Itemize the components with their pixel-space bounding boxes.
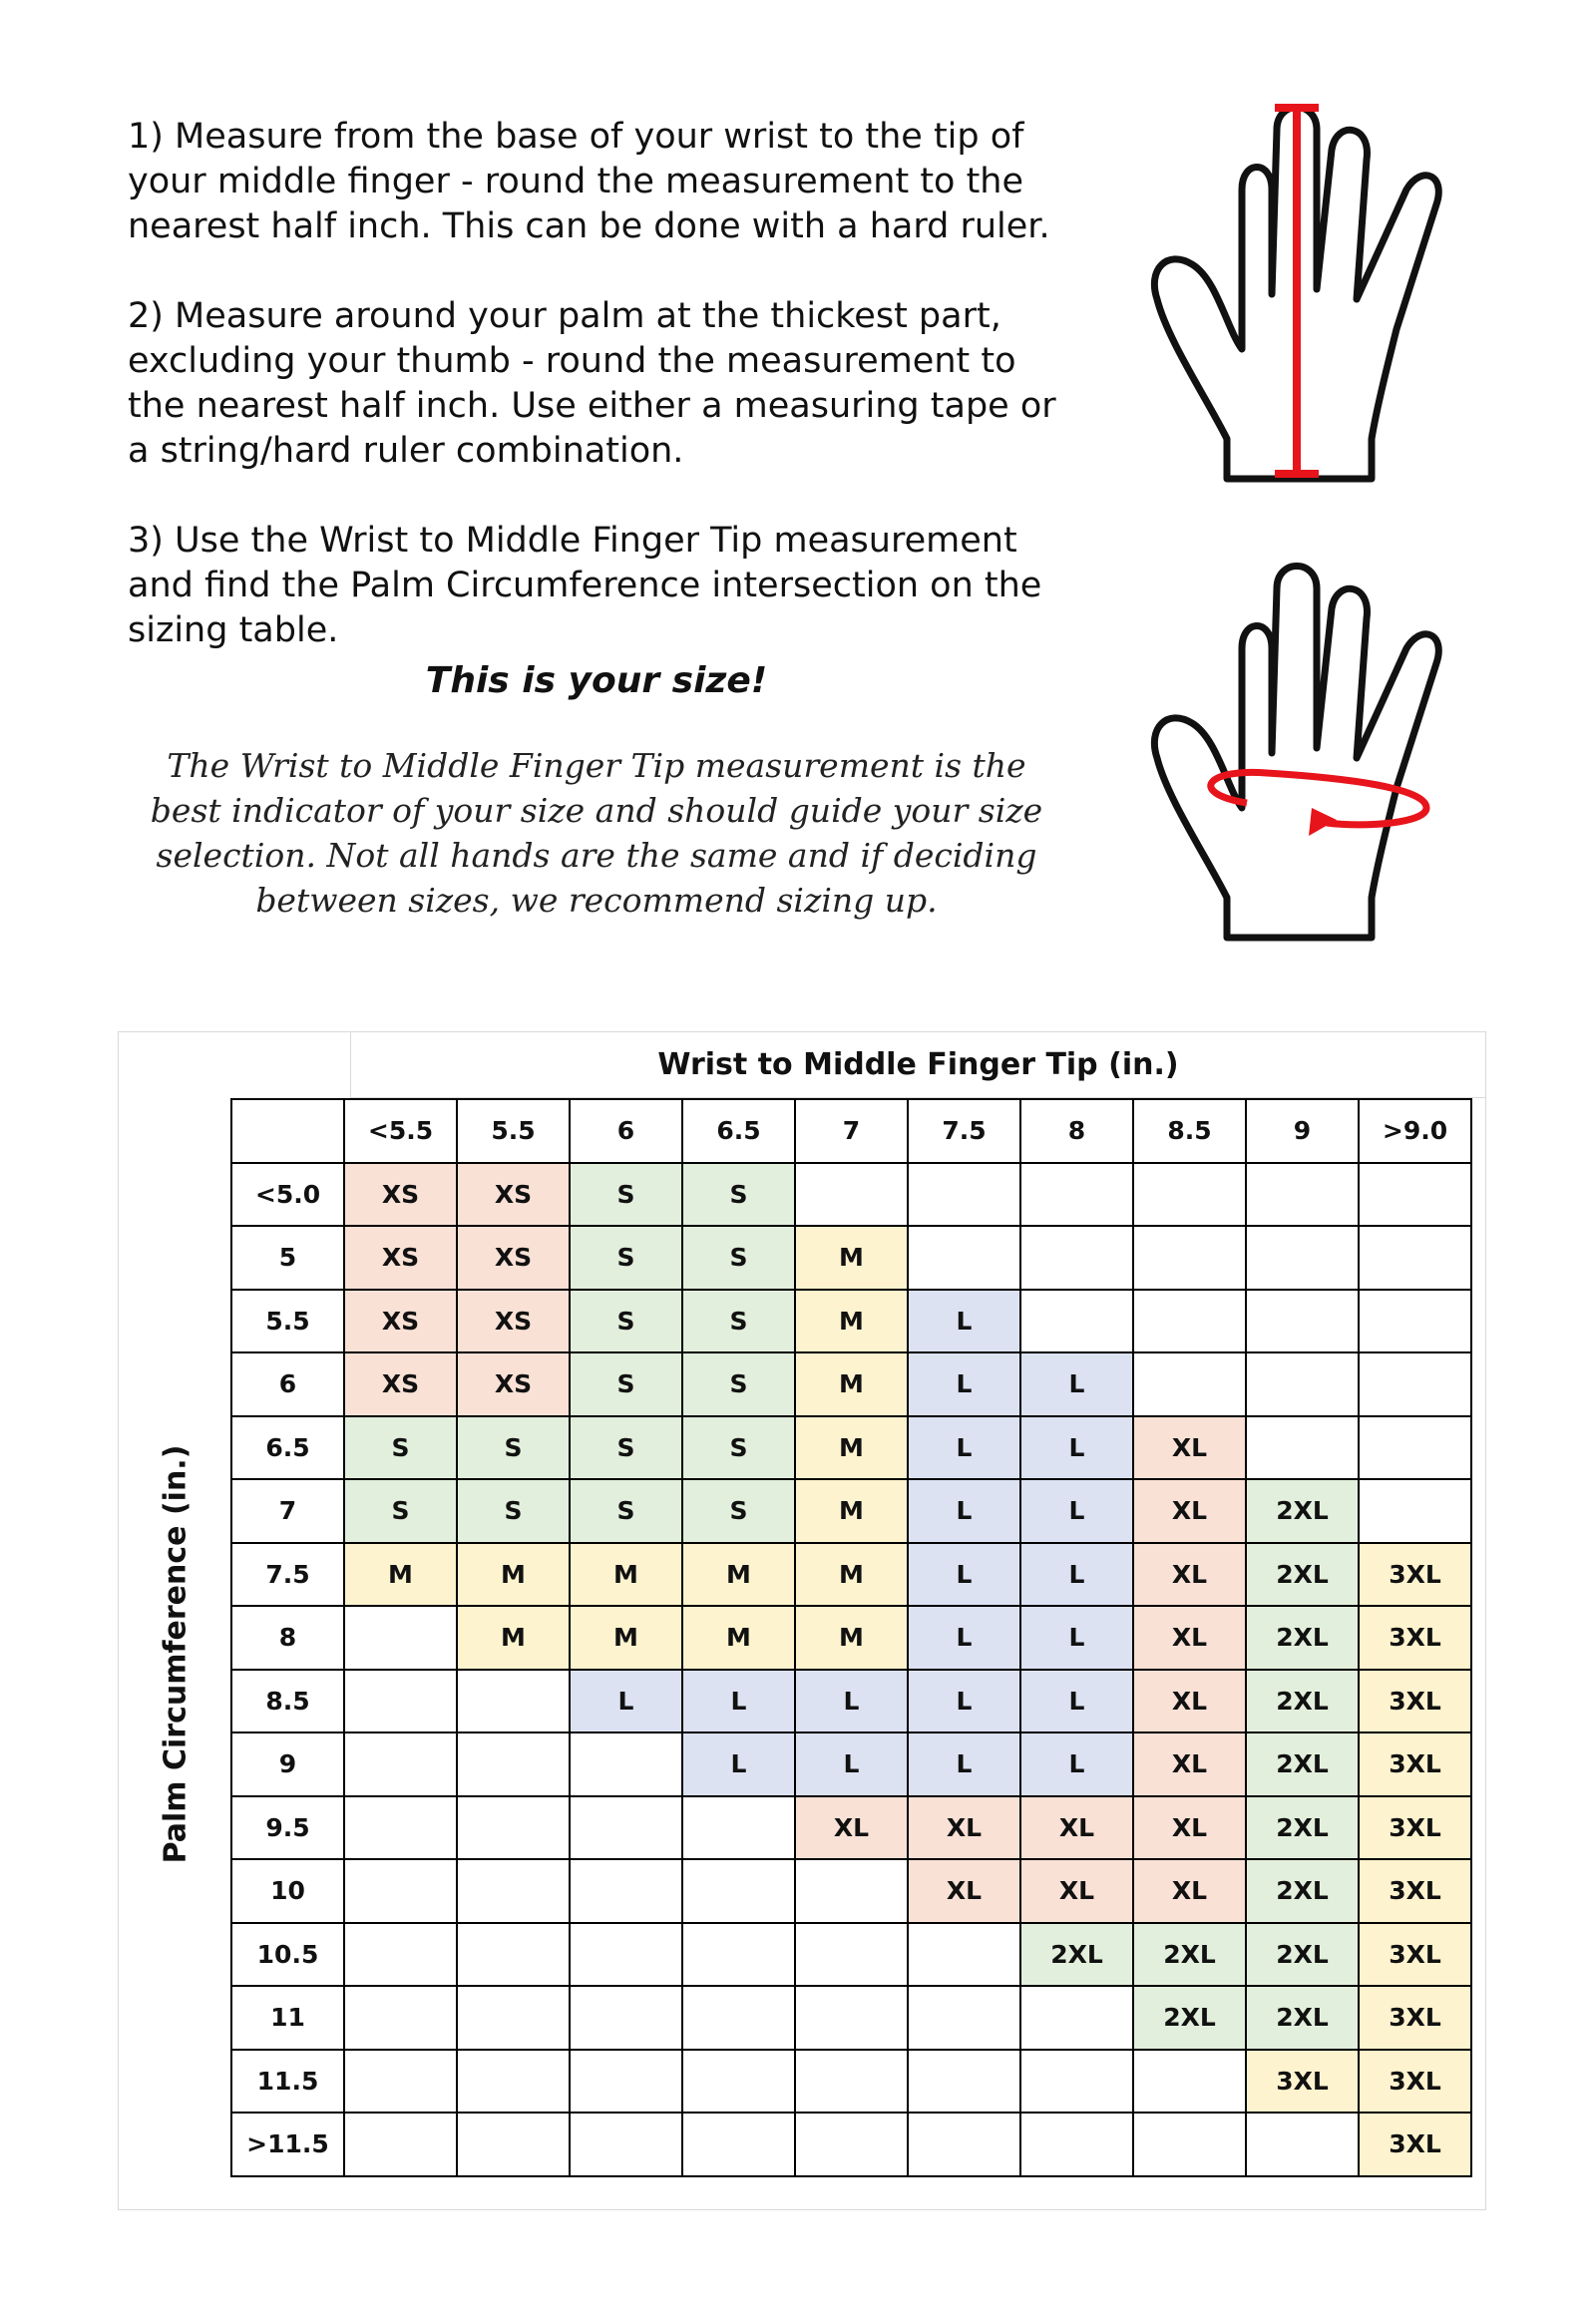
size-cell: L bbox=[908, 1732, 1020, 1796]
size-cell bbox=[344, 1732, 457, 1796]
size-cell: 2XL bbox=[1246, 1923, 1359, 1987]
size-cell bbox=[344, 1986, 457, 2050]
size-cell: XS bbox=[344, 1163, 457, 1227]
size-cell bbox=[570, 1986, 682, 2050]
size-cell: XL bbox=[1133, 1416, 1246, 1480]
size-cell: S bbox=[682, 1416, 795, 1480]
size-cell: S bbox=[344, 1416, 457, 1480]
size-cell: L bbox=[795, 1732, 908, 1796]
size-cell bbox=[795, 1163, 908, 1227]
size-cell: 2XL bbox=[1246, 1986, 1359, 2050]
table-row bbox=[231, 1732, 1471, 1796]
row-header: 5.5 bbox=[231, 1290, 344, 1353]
size-cell: 3XL bbox=[1359, 1986, 1471, 2050]
size-cell bbox=[1020, 2050, 1133, 2114]
size-cell: M bbox=[457, 1606, 570, 1670]
size-cell: 2XL bbox=[1020, 1923, 1133, 1987]
size-cell: S bbox=[457, 1416, 570, 1480]
size-cell: S bbox=[570, 1290, 682, 1353]
size-cell: XS bbox=[344, 1352, 457, 1416]
size-cell: L bbox=[682, 1670, 795, 1733]
size-cell bbox=[795, 1859, 908, 1923]
hand-palm-circumference-icon bbox=[1147, 559, 1476, 948]
sizing-note: The Wrist to Middle Finger Tip measurement is the best indicator of your size and should guide your size selection. Not all hands are the same and if deciding between sizes, we recommend sizing up. bbox=[150, 746, 1043, 920]
size-cell: L bbox=[908, 1670, 1020, 1733]
size-cell bbox=[1246, 1416, 1359, 1480]
size-cell: XL bbox=[1133, 1859, 1246, 1923]
size-cell: L bbox=[1020, 1543, 1133, 1607]
hand-length-measure-icon bbox=[1147, 100, 1476, 489]
size-cell: L bbox=[908, 1352, 1020, 1416]
size-cell bbox=[457, 1670, 570, 1733]
size-cell: 3XL bbox=[1359, 1543, 1471, 1607]
table-row bbox=[231, 1986, 1471, 2050]
table-row bbox=[231, 1796, 1471, 1860]
size-cell: 2XL bbox=[1246, 1606, 1359, 1670]
size-cell: 3XL bbox=[1359, 1796, 1471, 1860]
size-cell: S bbox=[344, 1479, 457, 1543]
size-cell bbox=[344, 1606, 457, 1670]
size-cell: XS bbox=[457, 1163, 570, 1227]
size-cell bbox=[682, 1796, 795, 1860]
row-header: 10 bbox=[231, 1859, 344, 1923]
size-cell: M bbox=[682, 1606, 795, 1670]
size-cell bbox=[1133, 2113, 1246, 2176]
size-cell: XL bbox=[1020, 1796, 1133, 1860]
size-cell bbox=[1246, 1290, 1359, 1353]
size-cell: M bbox=[795, 1352, 908, 1416]
step-3-text: 3) Use the Wrist to Middle Finger Tip measurement and find the Palm Circumference intersection on the sizing table. bbox=[128, 521, 1042, 650]
size-cell bbox=[344, 1923, 457, 1987]
size-cell: L bbox=[1020, 1732, 1133, 1796]
column-header: 6.5 bbox=[682, 1099, 795, 1163]
size-cell: L bbox=[795, 1670, 908, 1733]
size-cell: 3XL bbox=[1359, 2050, 1471, 2114]
table-row bbox=[231, 1606, 1471, 1670]
size-cell bbox=[1359, 1352, 1471, 1416]
row-header: 10.5 bbox=[231, 1923, 344, 1987]
size-cell bbox=[1020, 2113, 1133, 2176]
table-row bbox=[231, 1416, 1471, 1480]
row-header: 7.5 bbox=[231, 1543, 344, 1607]
size-cell bbox=[908, 1986, 1020, 2050]
size-cell bbox=[570, 1796, 682, 1860]
row-axis-title: Palm Circumference (in.) bbox=[158, 1444, 194, 1863]
size-cell bbox=[1246, 1163, 1359, 1227]
size-cell: M bbox=[570, 1606, 682, 1670]
size-cell: L bbox=[1020, 1352, 1133, 1416]
size-cell bbox=[1020, 1163, 1133, 1227]
size-cell: 2XL bbox=[1246, 1543, 1359, 1607]
size-cell: L bbox=[908, 1479, 1020, 1543]
size-cell: L bbox=[1020, 1606, 1133, 1670]
size-cell: XL bbox=[1133, 1479, 1246, 1543]
size-cell bbox=[1359, 1226, 1471, 1290]
size-cell: XL bbox=[1133, 1606, 1246, 1670]
size-cell bbox=[1133, 1163, 1246, 1227]
row-header: 5 bbox=[231, 1226, 344, 1290]
size-cell bbox=[457, 1796, 570, 1860]
size-cell bbox=[1020, 1226, 1133, 1290]
size-cell bbox=[682, 2050, 795, 2114]
size-cell: XS bbox=[457, 1290, 570, 1353]
size-cell bbox=[1246, 1226, 1359, 1290]
row-header: >11.5 bbox=[231, 2113, 344, 2176]
size-cell: M bbox=[795, 1416, 908, 1480]
size-cell: 2XL bbox=[1246, 1796, 1359, 1860]
size-cell bbox=[344, 2113, 457, 2176]
size-cell bbox=[344, 2050, 457, 2114]
table-row bbox=[231, 2050, 1471, 2114]
size-cell: 2XL bbox=[1246, 1859, 1359, 1923]
row-header: <5.0 bbox=[231, 1163, 344, 1227]
size-cell: L bbox=[908, 1543, 1020, 1607]
column-header: 9 bbox=[1246, 1099, 1359, 1163]
size-cell: M bbox=[344, 1543, 457, 1607]
row-header: 7 bbox=[231, 1479, 344, 1543]
size-cell bbox=[1020, 1986, 1133, 2050]
size-cell: 3XL bbox=[1359, 1606, 1471, 1670]
header-row bbox=[231, 1099, 1471, 1163]
size-cell: 2XL bbox=[1246, 1670, 1359, 1733]
size-cell bbox=[1359, 1290, 1471, 1353]
size-cell: M bbox=[570, 1543, 682, 1607]
column-header: 8.5 bbox=[1133, 1099, 1246, 1163]
size-cell: 3XL bbox=[1359, 1670, 1471, 1733]
size-cell: S bbox=[682, 1479, 795, 1543]
size-cell: L bbox=[1020, 1479, 1133, 1543]
size-cell: 3XL bbox=[1359, 1923, 1471, 1987]
size-cell: 3XL bbox=[1246, 2050, 1359, 2114]
size-cell bbox=[344, 1859, 457, 1923]
column-header: <5.5 bbox=[344, 1099, 457, 1163]
size-cell: M bbox=[795, 1543, 908, 1607]
size-cell: S bbox=[570, 1416, 682, 1480]
size-cell bbox=[908, 1163, 1020, 1227]
table-row bbox=[231, 1163, 1471, 1227]
size-cell: M bbox=[795, 1226, 908, 1290]
column-header: 6 bbox=[570, 1099, 682, 1163]
size-cell bbox=[682, 2113, 795, 2176]
size-cell bbox=[682, 1859, 795, 1923]
step-1-text: 1) Measure from the base of your wrist to the tip of your middle finger - round the measurement to the nearest half inch. This can be done with a hard ruler. bbox=[128, 117, 1050, 246]
size-cell bbox=[457, 1732, 570, 1796]
size-cell: XL bbox=[1133, 1543, 1246, 1607]
size-cell: XS bbox=[344, 1226, 457, 1290]
tagline: This is your size! bbox=[425, 660, 768, 701]
size-cell bbox=[1133, 1290, 1246, 1353]
size-cell: M bbox=[682, 1543, 795, 1607]
size-cell: M bbox=[457, 1543, 570, 1607]
size-cell bbox=[795, 1986, 908, 2050]
size-cell: 2XL bbox=[1133, 1923, 1246, 1987]
size-cell: XL bbox=[1020, 1859, 1133, 1923]
size-cell: 3XL bbox=[1359, 2113, 1471, 2176]
size-cell bbox=[1133, 1226, 1246, 1290]
table-row bbox=[231, 1290, 1471, 1353]
size-cell bbox=[1359, 1163, 1471, 1227]
size-cell bbox=[1133, 1352, 1246, 1416]
size-cell: 3XL bbox=[1359, 1732, 1471, 1796]
size-cell: 2XL bbox=[1246, 1732, 1359, 1796]
size-cell bbox=[908, 2050, 1020, 2114]
size-cell: S bbox=[570, 1226, 682, 1290]
size-cell bbox=[682, 1923, 795, 1987]
size-cell bbox=[570, 1859, 682, 1923]
size-cell: L bbox=[570, 1670, 682, 1733]
table-row bbox=[231, 1543, 1471, 1607]
step-2-text: 2) Measure around your palm at the thickest part, excluding your thumb - round the measurement to the nearest half inch. Use either a measuring tape or a string/hard ruler combination. bbox=[128, 296, 1056, 471]
size-cell: M bbox=[795, 1290, 908, 1353]
size-cell bbox=[457, 1859, 570, 1923]
size-cell: XL bbox=[908, 1796, 1020, 1860]
size-cell bbox=[908, 1226, 1020, 1290]
row-axis-title-wrap bbox=[119, 1098, 232, 2209]
size-cell bbox=[1246, 2113, 1359, 2176]
column-header: 7.5 bbox=[908, 1099, 1020, 1163]
size-cell bbox=[1359, 1479, 1471, 1543]
size-cell: L bbox=[908, 1416, 1020, 1480]
column-axis-title: Wrist to Middle Finger Tip (in.) bbox=[350, 1032, 1485, 1098]
corner-cell bbox=[231, 1099, 344, 1163]
size-cell bbox=[570, 1923, 682, 1987]
row-header: 6.5 bbox=[231, 1416, 344, 1480]
size-cell: S bbox=[682, 1352, 795, 1416]
size-cell: XS bbox=[457, 1226, 570, 1290]
size-cell bbox=[1246, 1352, 1359, 1416]
size-cell bbox=[457, 2050, 570, 2114]
size-chart bbox=[118, 1031, 1486, 2210]
instructions bbox=[128, 115, 1075, 703]
row-header: 11.5 bbox=[231, 2050, 344, 2114]
size-cell bbox=[908, 2113, 1020, 2176]
column-header: 7 bbox=[795, 1099, 908, 1163]
size-cell: S bbox=[457, 1479, 570, 1543]
size-cell: XS bbox=[344, 1290, 457, 1353]
size-cell: M bbox=[795, 1479, 908, 1543]
column-header: 5.5 bbox=[457, 1099, 570, 1163]
size-cell: M bbox=[795, 1606, 908, 1670]
size-cell bbox=[795, 2113, 908, 2176]
size-cell bbox=[1359, 1416, 1471, 1480]
size-cell bbox=[457, 1986, 570, 2050]
size-cell: XL bbox=[1133, 1732, 1246, 1796]
column-header: >9.0 bbox=[1359, 1099, 1471, 1163]
column-header: 8 bbox=[1020, 1099, 1133, 1163]
size-cell bbox=[457, 1923, 570, 1987]
size-cell bbox=[795, 2050, 908, 2114]
size-cell bbox=[908, 1923, 1020, 1987]
size-cell: L bbox=[908, 1606, 1020, 1670]
size-cell: S bbox=[570, 1479, 682, 1543]
size-cell: S bbox=[682, 1290, 795, 1353]
row-header: 11 bbox=[231, 1986, 344, 2050]
table-row bbox=[231, 1226, 1471, 1290]
size-cell bbox=[795, 1923, 908, 1987]
size-cell bbox=[1133, 2050, 1246, 2114]
size-cell: S bbox=[570, 1352, 682, 1416]
table-row bbox=[231, 2113, 1471, 2176]
size-cell: XL bbox=[908, 1859, 1020, 1923]
row-header: 8 bbox=[231, 1606, 344, 1670]
table-row bbox=[231, 1923, 1471, 1987]
row-header: 9 bbox=[231, 1732, 344, 1796]
size-cell: L bbox=[908, 1290, 1020, 1353]
row-header: 9.5 bbox=[231, 1796, 344, 1860]
table-row bbox=[231, 1859, 1471, 1923]
row-header: 6 bbox=[231, 1352, 344, 1416]
size-cell: XL bbox=[1133, 1796, 1246, 1860]
size-cell bbox=[570, 2050, 682, 2114]
table-row bbox=[231, 1670, 1471, 1733]
size-cell bbox=[344, 1670, 457, 1733]
size-cell: L bbox=[1020, 1670, 1133, 1733]
size-cell: 2XL bbox=[1246, 1479, 1359, 1543]
size-cell: S bbox=[682, 1163, 795, 1227]
size-cell bbox=[570, 2113, 682, 2176]
size-cell: 2XL bbox=[1133, 1986, 1246, 2050]
size-cell: S bbox=[682, 1226, 795, 1290]
size-cell: S bbox=[570, 1163, 682, 1227]
size-cell bbox=[457, 2113, 570, 2176]
row-header: 8.5 bbox=[231, 1670, 344, 1733]
size-cell: L bbox=[1020, 1416, 1133, 1480]
size-cell bbox=[1020, 1290, 1133, 1353]
size-cell bbox=[682, 1986, 795, 2050]
size-cell: XL bbox=[795, 1796, 908, 1860]
table-row bbox=[231, 1479, 1471, 1543]
size-cell: XL bbox=[1133, 1670, 1246, 1733]
size-cell bbox=[344, 1796, 457, 1860]
table-row bbox=[231, 1352, 1471, 1416]
size-cell: 3XL bbox=[1359, 1859, 1471, 1923]
size-cell: L bbox=[682, 1732, 795, 1796]
size-cell: XS bbox=[457, 1352, 570, 1416]
size-grid bbox=[230, 1098, 1472, 2177]
size-cell bbox=[570, 1732, 682, 1796]
